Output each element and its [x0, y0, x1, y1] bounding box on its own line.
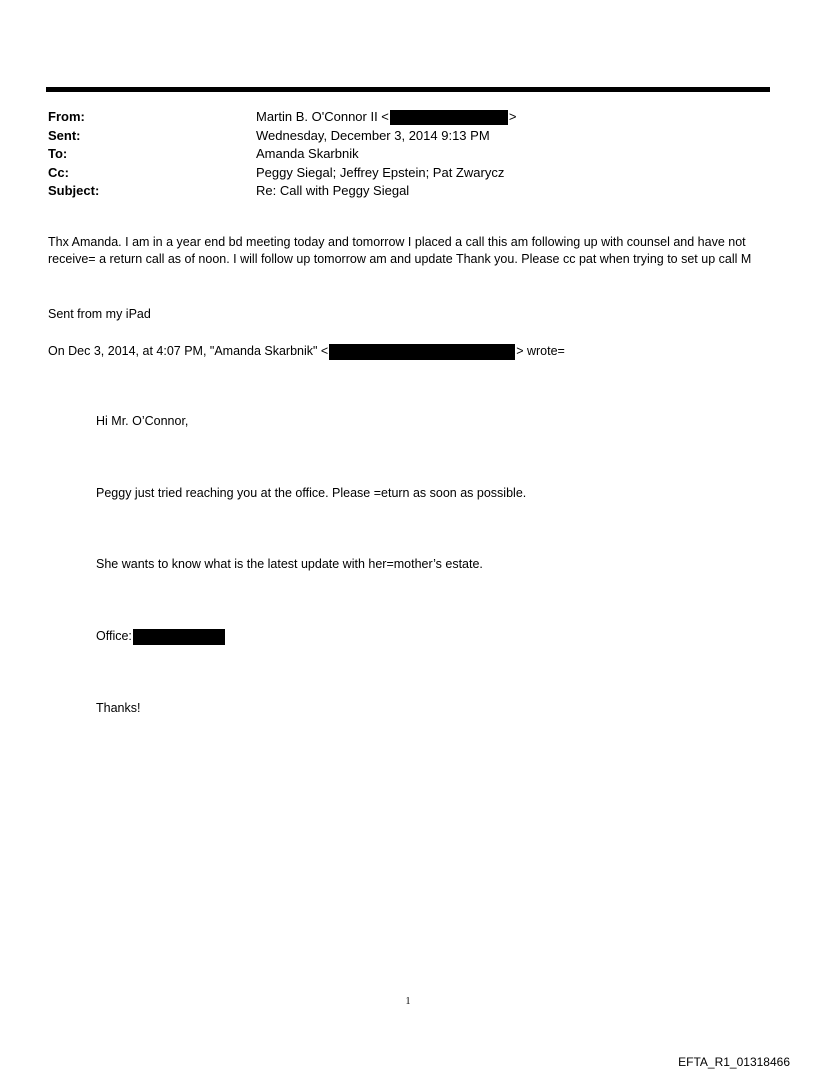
page-number: 1	[405, 996, 411, 1007]
from-name: Martin B. O'Connor II <	[256, 109, 389, 124]
redaction-box	[390, 110, 508, 125]
header-divider	[46, 87, 770, 92]
redaction-box	[133, 629, 225, 645]
attribution-suffix: > wrote=	[516, 344, 565, 358]
quote-attribution	[48, 343, 760, 360]
from-label: From:	[48, 109, 85, 124]
sent-value: Wednesday, December 3, 2014 9:13 PM	[256, 127, 490, 143]
sent-label: Sent:	[48, 127, 81, 143]
from-bracket: >	[508, 109, 517, 124]
to-value: Amanda Skarbnik	[256, 146, 359, 161]
subject-value: Re: Call with Peggy Siegal	[256, 183, 410, 198]
message-body: Thx Amanda. I am in a year end bd meeting today and tomorrow I placed a call this am following up with counsel and have not receive= a return call as of noon. I will follow up tomorrow am and update Thank you. Please cc pat when trying to set up call M	[48, 235, 752, 266]
office-label: Office:	[96, 629, 132, 643]
quoted-line: She wants to know what is the latest update with her=mother’s estate.	[96, 557, 483, 571]
quoted-greeting: Hi Mr. O’Connor,	[96, 414, 189, 428]
cc-label: Cc:	[48, 164, 69, 180]
redaction-box	[329, 344, 515, 360]
quoted-line: Peggy just tried reaching you at the office. Please =eturn as soon as possible.	[96, 486, 527, 500]
to-label: To:	[48, 146, 68, 161]
quoted-office	[96, 628, 225, 645]
attribution-prefix: On Dec 3, 2014, at 4:07 PM, "Amanda Skarbnik" <	[48, 344, 329, 358]
subject-label: Subject:	[48, 183, 100, 198]
document-id: EFTA_R1_01318466	[678, 1055, 790, 1069]
from-value	[256, 108, 517, 127]
cc-value: Peggy Siegal; Jeffrey Epstein; Pat Zwarycz	[256, 164, 505, 180]
quoted-thanks: Thanks!	[96, 701, 141, 715]
signature-line: Sent from my iPad	[48, 307, 151, 321]
